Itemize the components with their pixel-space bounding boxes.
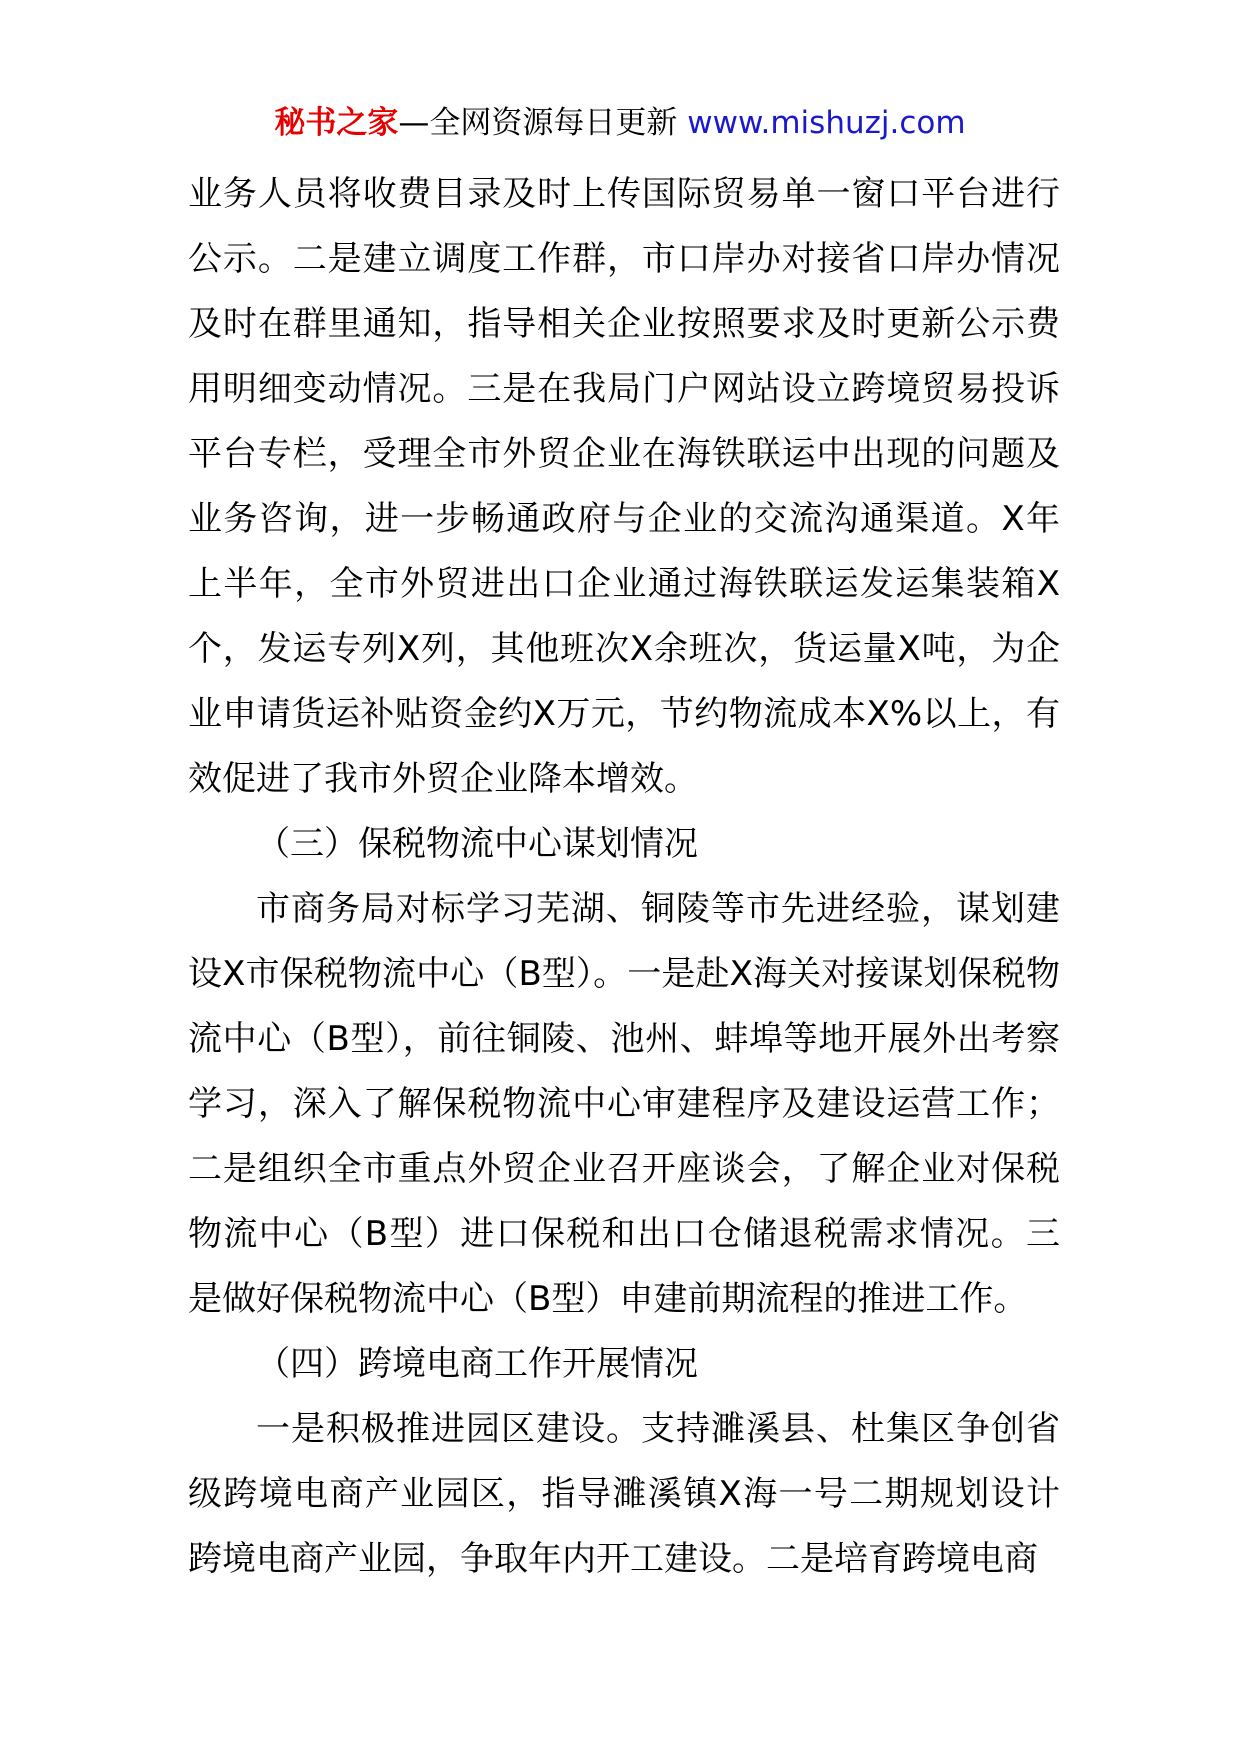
section-heading-bonded-logistics: （三）保税物流中心谋划情况 (256, 824, 698, 864)
section-heading-cross-border-ecommerce: （四）跨境电商工作开展情况 (256, 1344, 698, 1384)
paragraph-continuation: 业务人员将收费目录及时上传国际贸易单一窗口平台进行公示。二是建立调度工作群，市口岸办对接省口岸办情况及时在群里通知，指导相关企业按照要求及时更新公示费用明细变动情况。三是在我局门户网站设立跨境贸易投诉平台专栏，受理全市外贸企业在海铁联运中出现的问题及业务咨询，进一步畅通政府与企业的交流沟通渠道。X年上半年，全市外贸进出口企业通过海铁联运发运集装箱X个，发运专列X列，其他班次X余班次，货运量X吨，为企业申请货运补贴资金约X万元，节约物流成本X%以上，有效促进了我市外贸企业降本增效。 (188, 174, 1060, 799)
paragraph-cross-border-ecommerce: 一是积极推进园区建设。支持濉溪县、杜集区争创省级跨境电商产业园区，指导濉溪镇X海一号二期规划设计跨境电商产业园，争取年内开工建设。二是培育跨境电商 (188, 1409, 1060, 1579)
paragraph-bonded-logistics: 市商务局对标学习芜湖、铜陵等市先进经验，谋划建设X市保税物流中心（B型）。一是赴X海关对接谋划保税物流中心（B型），前往铜陵、池州、蚌埠等地开展外出考察学习，深入了解保税物流中心审建程序及建设运营工作；二是组织全市重点外贸企业召开座谈会，了解企业对保税物流中心（B型）进口保税和出口仓储退税需求情况。三是做好保税物流中心（B型）申建前期流程的推进工作。 (188, 889, 1060, 1319)
header-slogan: —全网资源每日更新 (398, 105, 678, 141)
document-body (188, 162, 1060, 1592)
header-url-link[interactable]: www.mishuzj.com (687, 105, 966, 141)
header-brand: 秘书之家 (274, 105, 399, 141)
page-header (0, 100, 1240, 146)
